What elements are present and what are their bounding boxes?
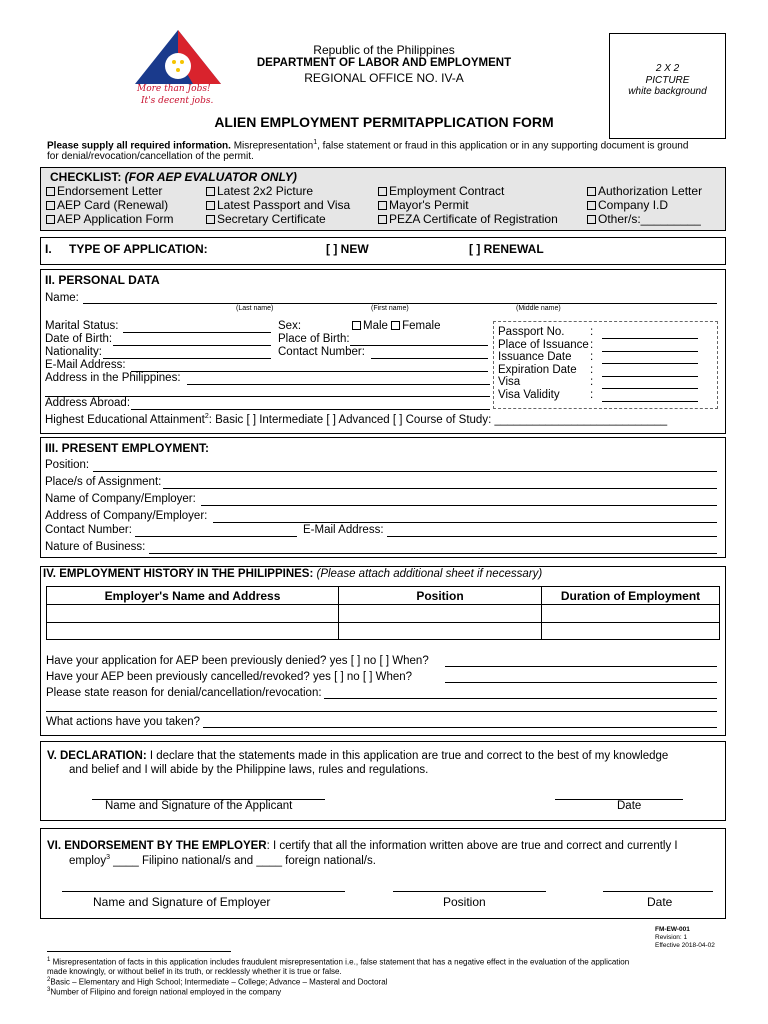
- header-office: REGIONAL OFFICE NO. IV-A: [304, 71, 464, 85]
- checklist-item-label: Endorsement Letter: [57, 184, 163, 198]
- checklist-item-label: Employment Contract: [389, 184, 505, 198]
- passport-colon: :: [590, 376, 594, 389]
- emp-contact-field[interactable]: [135, 536, 297, 537]
- female-label: Female: [402, 320, 441, 332]
- checklist-item[interactable]: [206, 198, 350, 212]
- passport-colon: :: [590, 351, 594, 364]
- passport-field[interactable]: [602, 338, 698, 339]
- checklist-item[interactable]: [206, 184, 313, 198]
- actions-field[interactable]: [203, 727, 717, 728]
- checklist-item[interactable]: [378, 212, 558, 226]
- checklist-item-label: PEZA Certificate of Registration: [389, 212, 558, 226]
- checklist-item-label: Latest Passport and Visa: [217, 198, 351, 212]
- col-position: Position: [339, 587, 542, 605]
- footnote-2-sup: 2: [47, 977, 51, 983]
- checklist-checkbox[interactable]: [378, 201, 387, 210]
- checklist-item-label: Secretary Certificate: [217, 212, 326, 226]
- notice-bold: Please supply all required information.: [47, 140, 231, 152]
- checklist-item[interactable]: [378, 198, 469, 212]
- reason-field[interactable]: [324, 698, 717, 699]
- checklist-checkbox[interactable]: [587, 215, 596, 224]
- employer-signature-label: Name and Signature of Employer: [93, 895, 271, 909]
- marital-field[interactable]: [123, 332, 271, 333]
- footnote-3-sup: 3: [47, 987, 51, 993]
- contact-label: Contact Number:: [278, 346, 365, 358]
- section6-title: VI. ENDORSEMENT BY THE EMPLOYER: [47, 840, 267, 852]
- checklist-checkbox[interactable]: [46, 201, 55, 210]
- female-checkbox[interactable]: [391, 321, 400, 330]
- employment-field-label: Position:: [45, 459, 90, 471]
- new-checkbox[interactable]: [ ] NEW: [326, 242, 369, 256]
- male-label: Male: [363, 320, 388, 332]
- history-table: [46, 586, 720, 640]
- footnote-3-text: Number of Filipino and foreign national employed in the company: [50, 987, 282, 997]
- checklist-item[interactable]: [378, 184, 504, 198]
- checklist-item[interactable]: [587, 212, 701, 226]
- notice-line2: for denial/revocation/cancellation of the permit.: [47, 151, 254, 162]
- employment-field[interactable]: [213, 522, 717, 523]
- dole-logo: [133, 28, 223, 110]
- renewal-checkbox[interactable]: [ ] RENEWAL: [469, 242, 544, 256]
- checklist-title-italic: (FOR AEP EVALUATOR ONLY): [124, 170, 297, 184]
- nationality-label: Nationality:: [45, 346, 102, 358]
- section4-title-italic: (Please attach additional sheet if necessary): [313, 568, 543, 580]
- checklist-item-label: Other/s:_________: [598, 212, 701, 226]
- notice-sup: 1: [313, 139, 318, 146]
- section4-title: [43, 568, 542, 580]
- checklist-checkbox[interactable]: [206, 201, 215, 210]
- checklist-item[interactable]: [587, 184, 702, 198]
- denied-question: Have your application for AEP been previously denied? yes [ ] no [ ] When?: [46, 655, 429, 667]
- passport-row: [498, 364, 577, 376]
- table-row: [47, 623, 720, 640]
- checklist-checkbox[interactable]: [206, 187, 215, 196]
- applicant-signature-label: Name and Signature of the Applicant: [105, 800, 293, 812]
- employment-field-label: Place/s of Assignment:: [45, 476, 162, 488]
- header-department: DEPARTMENT OF LABOR AND EMPLOYMENT: [256, 57, 512, 69]
- checklist-checkbox[interactable]: [46, 187, 55, 196]
- emp-email-field[interactable]: [387, 536, 717, 537]
- endorsement-part1: : I certify that all the information written above are true and correct and currently I: [266, 840, 678, 852]
- employer-position-field[interactable]: [393, 891, 546, 892]
- checklist-item-label: Mayor's Permit: [389, 198, 469, 212]
- emp-email-label: E-Mail Address:: [303, 524, 384, 536]
- footnote-1: [47, 957, 629, 967]
- email-field[interactable]: [131, 371, 488, 372]
- employment-field-label: Name of Company/Employer:: [45, 493, 196, 505]
- passport-field[interactable]: [602, 401, 698, 402]
- checklist-item-label: Company I.D: [598, 198, 669, 212]
- checklist-item-label: AEP Card (Renewal): [57, 198, 169, 212]
- footnote-1b: made knowingly, or without belief in its truth, or recklessly whether it is true or false.: [47, 967, 342, 976]
- contact-field[interactable]: [371, 358, 488, 359]
- section-personal-data: [40, 269, 726, 434]
- passport-field[interactable]: [602, 351, 698, 352]
- pob-label: Place of Birth:: [278, 333, 350, 345]
- revoked-question: Have your AEP been previously cancelled/revoked? yes [ ] no [ ] When?: [46, 671, 413, 683]
- name-label: Name:: [45, 292, 79, 304]
- checklist-item[interactable]: [46, 184, 162, 198]
- section2-title: II. PERSONAL DATA: [45, 273, 160, 287]
- declaration-text: [47, 750, 668, 762]
- address-ph-field[interactable]: [187, 384, 490, 385]
- logo-tagline: More than Jobs!: [137, 84, 211, 94]
- email-label: E-Mail Address:: [45, 359, 126, 371]
- logo-tagline-2: It's decent jobs.: [141, 96, 214, 106]
- address-ph-label: Address in the Philippines:: [45, 372, 181, 384]
- table-cell[interactable]: [47, 623, 339, 640]
- footnote-1-sup: 1: [47, 957, 51, 963]
- picture-size: 2 X 2: [655, 63, 680, 74]
- checklist-checkbox[interactable]: [587, 187, 596, 196]
- employer-signature-field[interactable]: [62, 891, 345, 892]
- passport-field[interactable]: [602, 388, 698, 389]
- applicant-date-label: Date: [617, 800, 642, 812]
- table-cell[interactable]: [339, 605, 542, 623]
- employment-field[interactable]: [201, 505, 717, 506]
- section-type-of-application: [40, 237, 726, 265]
- dob-field[interactable]: [113, 345, 271, 346]
- checklist-title: [50, 170, 297, 184]
- footnote-3: [47, 987, 281, 997]
- education-sup: 2: [204, 413, 209, 420]
- passport-box: [493, 321, 718, 409]
- checklist-item[interactable]: [587, 198, 668, 212]
- passport-field[interactable]: [602, 376, 698, 377]
- section3-title: III. PRESENT EMPLOYMENT:: [45, 441, 210, 455]
- employer-position-label: Position: [443, 895, 486, 909]
- footnote-2-text: Basic – Elementary and High School; Intermediate – College; Advance – Masteral and Doctoral: [50, 977, 388, 987]
- table-cell[interactable]: [542, 605, 720, 623]
- pob-field[interactable]: [350, 345, 488, 346]
- nature-field[interactable]: [149, 553, 717, 554]
- dob-label: Date of Birth:: [45, 333, 113, 345]
- form-revision: Revision: 1: [655, 934, 688, 941]
- passport-row: [498, 389, 560, 401]
- employer-date-field[interactable]: [603, 891, 713, 892]
- revoked-when-field[interactable]: [445, 682, 717, 683]
- checklist-checkbox[interactable]: [378, 187, 387, 196]
- checklist-item-label: Latest 2x2 Picture: [217, 184, 314, 198]
- picture-box: [609, 33, 726, 139]
- form-effective: Effective 2018-04-02: [655, 942, 715, 949]
- table-cell[interactable]: [542, 623, 720, 640]
- passport-colon: :: [590, 338, 594, 351]
- passport-row: [498, 326, 564, 338]
- section-declaration: [40, 741, 726, 821]
- passport-field-label: Place of Issuance: [498, 338, 589, 351]
- sex-label: Sex:: [278, 320, 302, 332]
- address-abroad-label: Address Abroad:: [45, 397, 131, 409]
- first-name-caption: (First name): [371, 305, 409, 312]
- section1-title: TYPE OF APPLICATION:: [69, 242, 208, 256]
- marital-label: Marital Status:: [45, 320, 119, 332]
- form-code: FM-EW-001: [655, 926, 690, 933]
- declaration-part1: I declare that the statements made in this application are true and correct to the best of my knowledge: [146, 750, 669, 762]
- passport-colon: :: [590, 363, 594, 376]
- employment-field[interactable]: [93, 471, 717, 472]
- passport-field-label: Expiration Date: [498, 363, 577, 376]
- passport-row: [498, 339, 589, 351]
- reason-field-2[interactable]: [46, 711, 717, 712]
- passport-field-label: Visa Validity: [498, 389, 560, 401]
- passport-row: [498, 376, 520, 388]
- nature-label: Nature of Business:: [45, 541, 146, 553]
- notice-part1: Misrepresentation: [230, 140, 314, 152]
- endorsement-text: [47, 840, 678, 852]
- checklist-checkbox[interactable]: [46, 215, 55, 224]
- passport-field-label: Issuance Date: [498, 351, 572, 364]
- footnote-1-text: Misrepresentation of facts in this application includes fraudulent misrepresentation i.e., false statement that has a negative effect in the evaluation of the application: [50, 957, 630, 967]
- checklist-checkbox[interactable]: [378, 215, 387, 224]
- passport-field-label: Visa: [498, 376, 521, 389]
- checklist-checkbox[interactable]: [587, 201, 596, 210]
- endorsement-line2: [69, 854, 376, 867]
- section-present-employment: [40, 437, 726, 558]
- notice-part2: , false statement or fraud in this application or in any supporting document is ground: [317, 140, 689, 152]
- middle-name-caption: (Middle name): [516, 305, 561, 312]
- header-republic: Republic of the Philippines: [313, 43, 455, 57]
- checklist-item-label: Authorization Letter: [598, 184, 703, 198]
- checklist-item[interactable]: [46, 212, 174, 226]
- education-options[interactable]: : Basic [ ] Intermediate [ ] Advanced [ ] Course of Study: ___________________________: [208, 413, 668, 426]
- employment-field[interactable]: [163, 488, 717, 489]
- checklist-item-label: AEP Application Form: [57, 212, 174, 226]
- section-employment-history: [40, 566, 726, 736]
- reason-label: Please state reason for denial/cancellation/revocation:: [46, 687, 322, 699]
- passport-colon: :: [590, 389, 594, 401]
- address-abroad-field[interactable]: [131, 409, 490, 410]
- footnote-2: [47, 977, 387, 987]
- picture-bg: white background: [628, 86, 707, 97]
- picture-label: PICTURE: [645, 75, 690, 86]
- table-row: [47, 605, 720, 623]
- col-duration: Duration of Employment: [542, 587, 720, 605]
- section1-num: I.: [45, 242, 52, 256]
- passport-field-label: Passport No.: [498, 326, 565, 338]
- emp-contact-label: Contact Number:: [45, 524, 132, 536]
- section-endorsement: [40, 828, 726, 919]
- checklist-item[interactable]: [206, 212, 326, 226]
- section5-title: V. DECLARATION:: [47, 750, 147, 762]
- name-field[interactable]: [83, 303, 717, 304]
- section4-title-bold: IV. EMPLOYMENT HISTORY IN THE PHILIPPINES:: [43, 568, 314, 580]
- employ-label: employ: [69, 854, 107, 867]
- notice-text: [47, 139, 688, 151]
- employ-rest: ____ Filipino national/s and ____ foreign national/s.: [109, 854, 376, 867]
- education-row: [45, 413, 667, 426]
- form-title: ALIEN EMPLOYMENT PERMITAPPLICATION FORM: [214, 114, 554, 130]
- sex-options: [352, 320, 441, 332]
- table-cell[interactable]: [339, 623, 542, 640]
- col-employer: Employer's Name and Address: [47, 587, 339, 605]
- nationality-field[interactable]: [103, 358, 271, 359]
- passport-field[interactable]: [602, 363, 698, 364]
- denied-when-field[interactable]: [445, 666, 717, 667]
- passport-row: [498, 351, 572, 363]
- checklist-checkbox[interactable]: [206, 215, 215, 224]
- education-label: Highest Educational Attainment: [45, 413, 205, 426]
- last-name-caption: (Last name): [236, 305, 274, 312]
- actions-label: What actions have you taken?: [46, 716, 201, 728]
- male-checkbox[interactable]: [352, 321, 361, 330]
- passport-colon: :: [590, 326, 594, 338]
- footnote-divider: [47, 951, 231, 952]
- checklist-item[interactable]: [46, 198, 168, 212]
- declaration-part2: and belief and I will abide by the Philippine laws, rules and regulations.: [69, 764, 429, 776]
- employment-field-label: Address of Company/Employer:: [45, 510, 208, 522]
- table-cell[interactable]: [47, 605, 339, 623]
- employer-date-label: Date: [647, 895, 673, 909]
- employ-sup: 3: [106, 854, 110, 861]
- checklist-title-bold: CHECKLIST:: [50, 170, 125, 184]
